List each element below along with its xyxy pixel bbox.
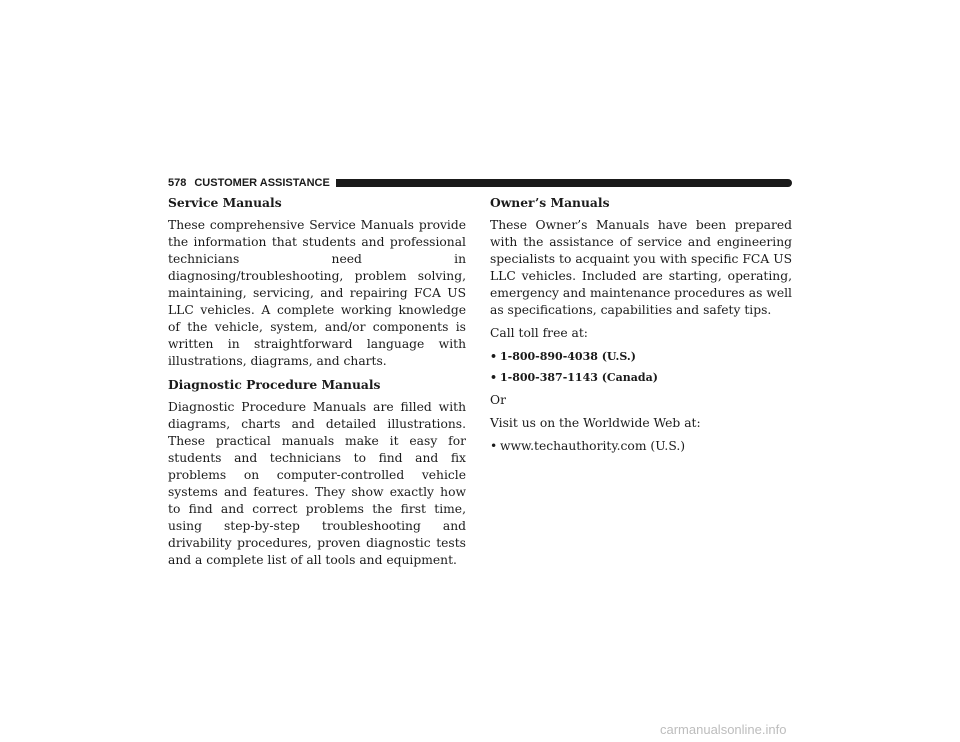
phone-list <box>490 348 792 386</box>
web-list <box>490 438 792 455</box>
diagnostic-manuals-body: Diagnostic Procedure Manuals are filled with diagrams, charts and detailed illustrations. These practical manuals make it easy for students and technicians to find and fix problems on computer-controlled vehicle systems and features. They show exactly how to find and correct problems the first time, using step-by-step troubleshooting and drivability procedures, proven diagnostic tests and a complete list of all tools and equipment. <box>168 400 466 567</box>
page-header <box>168 176 792 190</box>
right-column <box>490 194 792 461</box>
or-text: Or <box>490 393 506 407</box>
service-manuals-heading: Service Manuals <box>168 195 282 210</box>
page-number: 578 <box>168 177 187 189</box>
phone-us: • 1-800-890-4038 (U.S.) <box>490 348 792 365</box>
web-label: Visit us on the Worldwide Web at: <box>490 416 701 430</box>
section-title: CUSTOMER ASSISTANCE <box>194 177 330 189</box>
phone-canada: • 1-800-387-1143 (Canada) <box>490 369 792 386</box>
header-rule <box>336 179 792 187</box>
owners-manuals-body: These Owner’s Manuals have been prepared with the assistance of service and engineering specialists to acquaint you with specific FCA US LLC vehicles. Included are starting, operating, emergency and maintenance procedures as well as specifications, capabilities and safety tips. <box>490 218 792 317</box>
watermark: carmanualsonline.info <box>660 722 787 737</box>
diagnostic-manuals-heading: Diagnostic Procedure Manuals <box>168 377 381 392</box>
service-manuals-body: These comprehensive Service Manuals provide the information that students and professional technicians need in diagnosing/troubleshooting, problem solving, maintaining, servicing, and repairing FCA US LLC vehicles. A complete working knowledge of the vehicle, system, and/or components is written in straightforward language with illustrations, diagrams, and charts. <box>168 218 466 368</box>
call-label: Call toll free at: <box>490 326 588 340</box>
web-link[interactable]: • www.techauthority.com (U.S.) <box>490 438 792 455</box>
owners-manuals-heading: Owner’s Manuals <box>490 195 610 210</box>
left-column <box>168 194 466 575</box>
